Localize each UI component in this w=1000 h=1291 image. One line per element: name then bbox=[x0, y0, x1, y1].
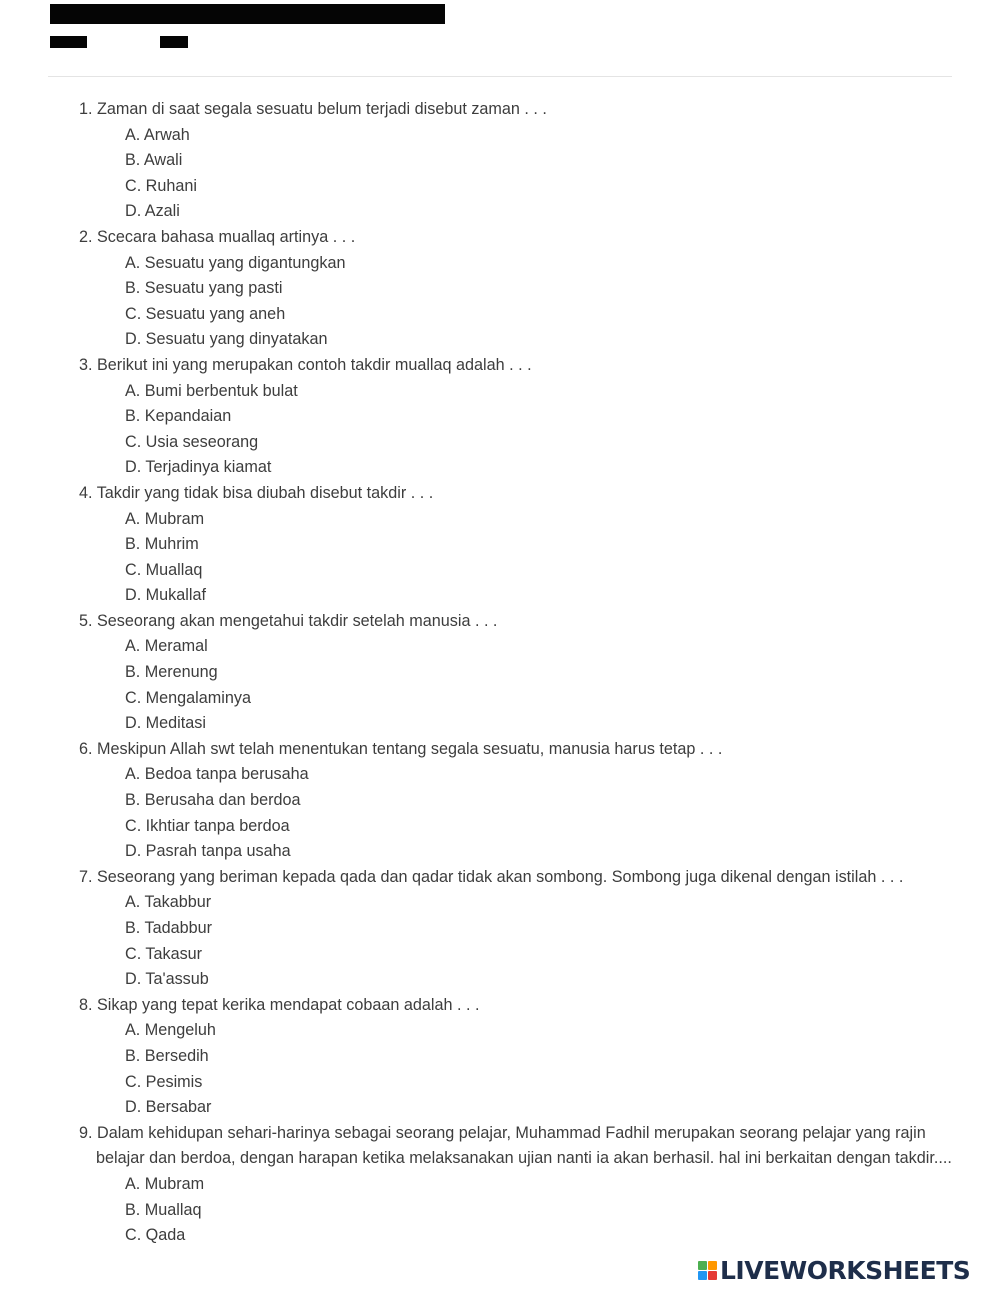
question-list bbox=[79, 97, 959, 1249]
answer-option: C. Ruhani bbox=[125, 176, 197, 195]
logo-text: LIVEWORKSHEETS bbox=[720, 1255, 971, 1285]
answer-option: C. Mengalaminya bbox=[125, 688, 251, 707]
answer-option: C. Muallaq bbox=[125, 560, 203, 579]
answer-option: D. Mukallaf bbox=[125, 586, 206, 605]
answer-option: D. Terjadinya kiamat bbox=[125, 458, 272, 477]
answer-option: C. Takasur bbox=[125, 944, 203, 963]
answer-option: B. Muallaq bbox=[125, 1200, 202, 1219]
answer-option: A. Takabbur bbox=[125, 893, 212, 912]
question-text: 5. Seseorang akan mengetahui takdir setelah manusia . . . bbox=[79, 611, 498, 630]
answer-option: B. Awali bbox=[125, 151, 183, 170]
answer-option: C. Pesimis bbox=[125, 1072, 203, 1091]
question-item bbox=[79, 481, 959, 609]
question-item bbox=[79, 993, 959, 1121]
answer-option: D. Pasrah tanpa usaha bbox=[125, 842, 291, 861]
question-text: 6. Meskipun Allah swt telah menentukan tentang segala sesuatu, manusia harus tetap . . . bbox=[79, 739, 723, 758]
question-item bbox=[79, 97, 959, 225]
answer-option: B. Muhrim bbox=[125, 535, 199, 554]
answer-option: C. Usia seseorang bbox=[125, 432, 259, 451]
answer-option: D. Azali bbox=[125, 202, 180, 221]
answer-option: B. Merenung bbox=[125, 663, 218, 682]
question-item bbox=[79, 1121, 959, 1249]
answer-option: B. Sesuatu yang pasti bbox=[125, 279, 283, 298]
answer-option: C. Sesuatu yang aneh bbox=[125, 304, 286, 323]
answer-option: A. Bumi berbentuk bulat bbox=[125, 381, 298, 400]
question-text: 8. Sikap yang tepat kerika mendapat cobaan adalah . . . bbox=[79, 995, 480, 1014]
question-item bbox=[79, 865, 959, 993]
answer-option: A. Mubram bbox=[125, 1174, 205, 1193]
answer-option: C. Ikhtiar tanpa berdoa bbox=[125, 816, 290, 835]
answer-option: A. Sesuatu yang digantungkan bbox=[125, 253, 346, 272]
question-text: 2. Scecara bahasa muallaq artinya . . . bbox=[79, 227, 356, 246]
question-item bbox=[79, 225, 959, 353]
liveworksheets-logo-icon bbox=[697, 1260, 717, 1280]
question-item bbox=[79, 737, 959, 865]
question-text: 1. Zaman di saat segala sesuatu belum terjadi disebut zaman . . . bbox=[79, 100, 547, 118]
answer-option: A. Meramal bbox=[125, 637, 208, 656]
answer-option: A. Bedoa tanpa berusaha bbox=[125, 765, 309, 784]
redacted-title bbox=[50, 4, 445, 24]
answer-option: A. Arwah bbox=[125, 125, 190, 144]
question-text: 3. Berikut ini yang merupakan contoh takdir muallaq adalah . . . bbox=[79, 355, 532, 374]
question-text: 4. Takdir yang tidak bisa diubah disebut takdir . . . bbox=[79, 483, 434, 502]
question-item bbox=[79, 609, 959, 737]
question-item bbox=[79, 353, 959, 481]
answer-option: C. Qada bbox=[125, 1226, 186, 1245]
answer-option: B. Berusaha dan berdoa bbox=[125, 791, 301, 810]
redacted-label-right bbox=[160, 36, 188, 48]
question-text: 7. Seseorang yang beriman kepada qada dan qadar tidak akan sombong. Sombong juga dikenal dengan istilah . . . bbox=[79, 867, 904, 886]
answer-option: D. Meditasi bbox=[125, 714, 206, 733]
answer-option: D. Sesuatu yang dinyatakan bbox=[125, 330, 328, 349]
question-text: 9. Dalam kehidupan sehari-harinya sebagai seorang pelajar, Muhammad Fadhil merupakan seorang pelajar yang rajin belajar dan berdoa, dengan harapan ketika melaksanakan ujian nanti ia akan berhasil. hal ini berkaitan dengan takdir.... bbox=[79, 1123, 952, 1168]
redacted-label-left bbox=[50, 36, 87, 48]
answer-option: A. Mubram bbox=[125, 509, 205, 528]
liveworksheets-logo bbox=[697, 1256, 970, 1284]
answer-option: B. Bersedih bbox=[125, 1046, 209, 1065]
answer-option: A. Mengeluh bbox=[125, 1021, 216, 1040]
answer-option: D. Ta'assub bbox=[125, 970, 209, 989]
answer-option: B. Tadabbur bbox=[125, 919, 212, 937]
header-divider bbox=[48, 76, 952, 77]
answer-option: B. Kepandaian bbox=[125, 407, 232, 426]
answer-option: D. Bersabar bbox=[125, 1098, 212, 1117]
